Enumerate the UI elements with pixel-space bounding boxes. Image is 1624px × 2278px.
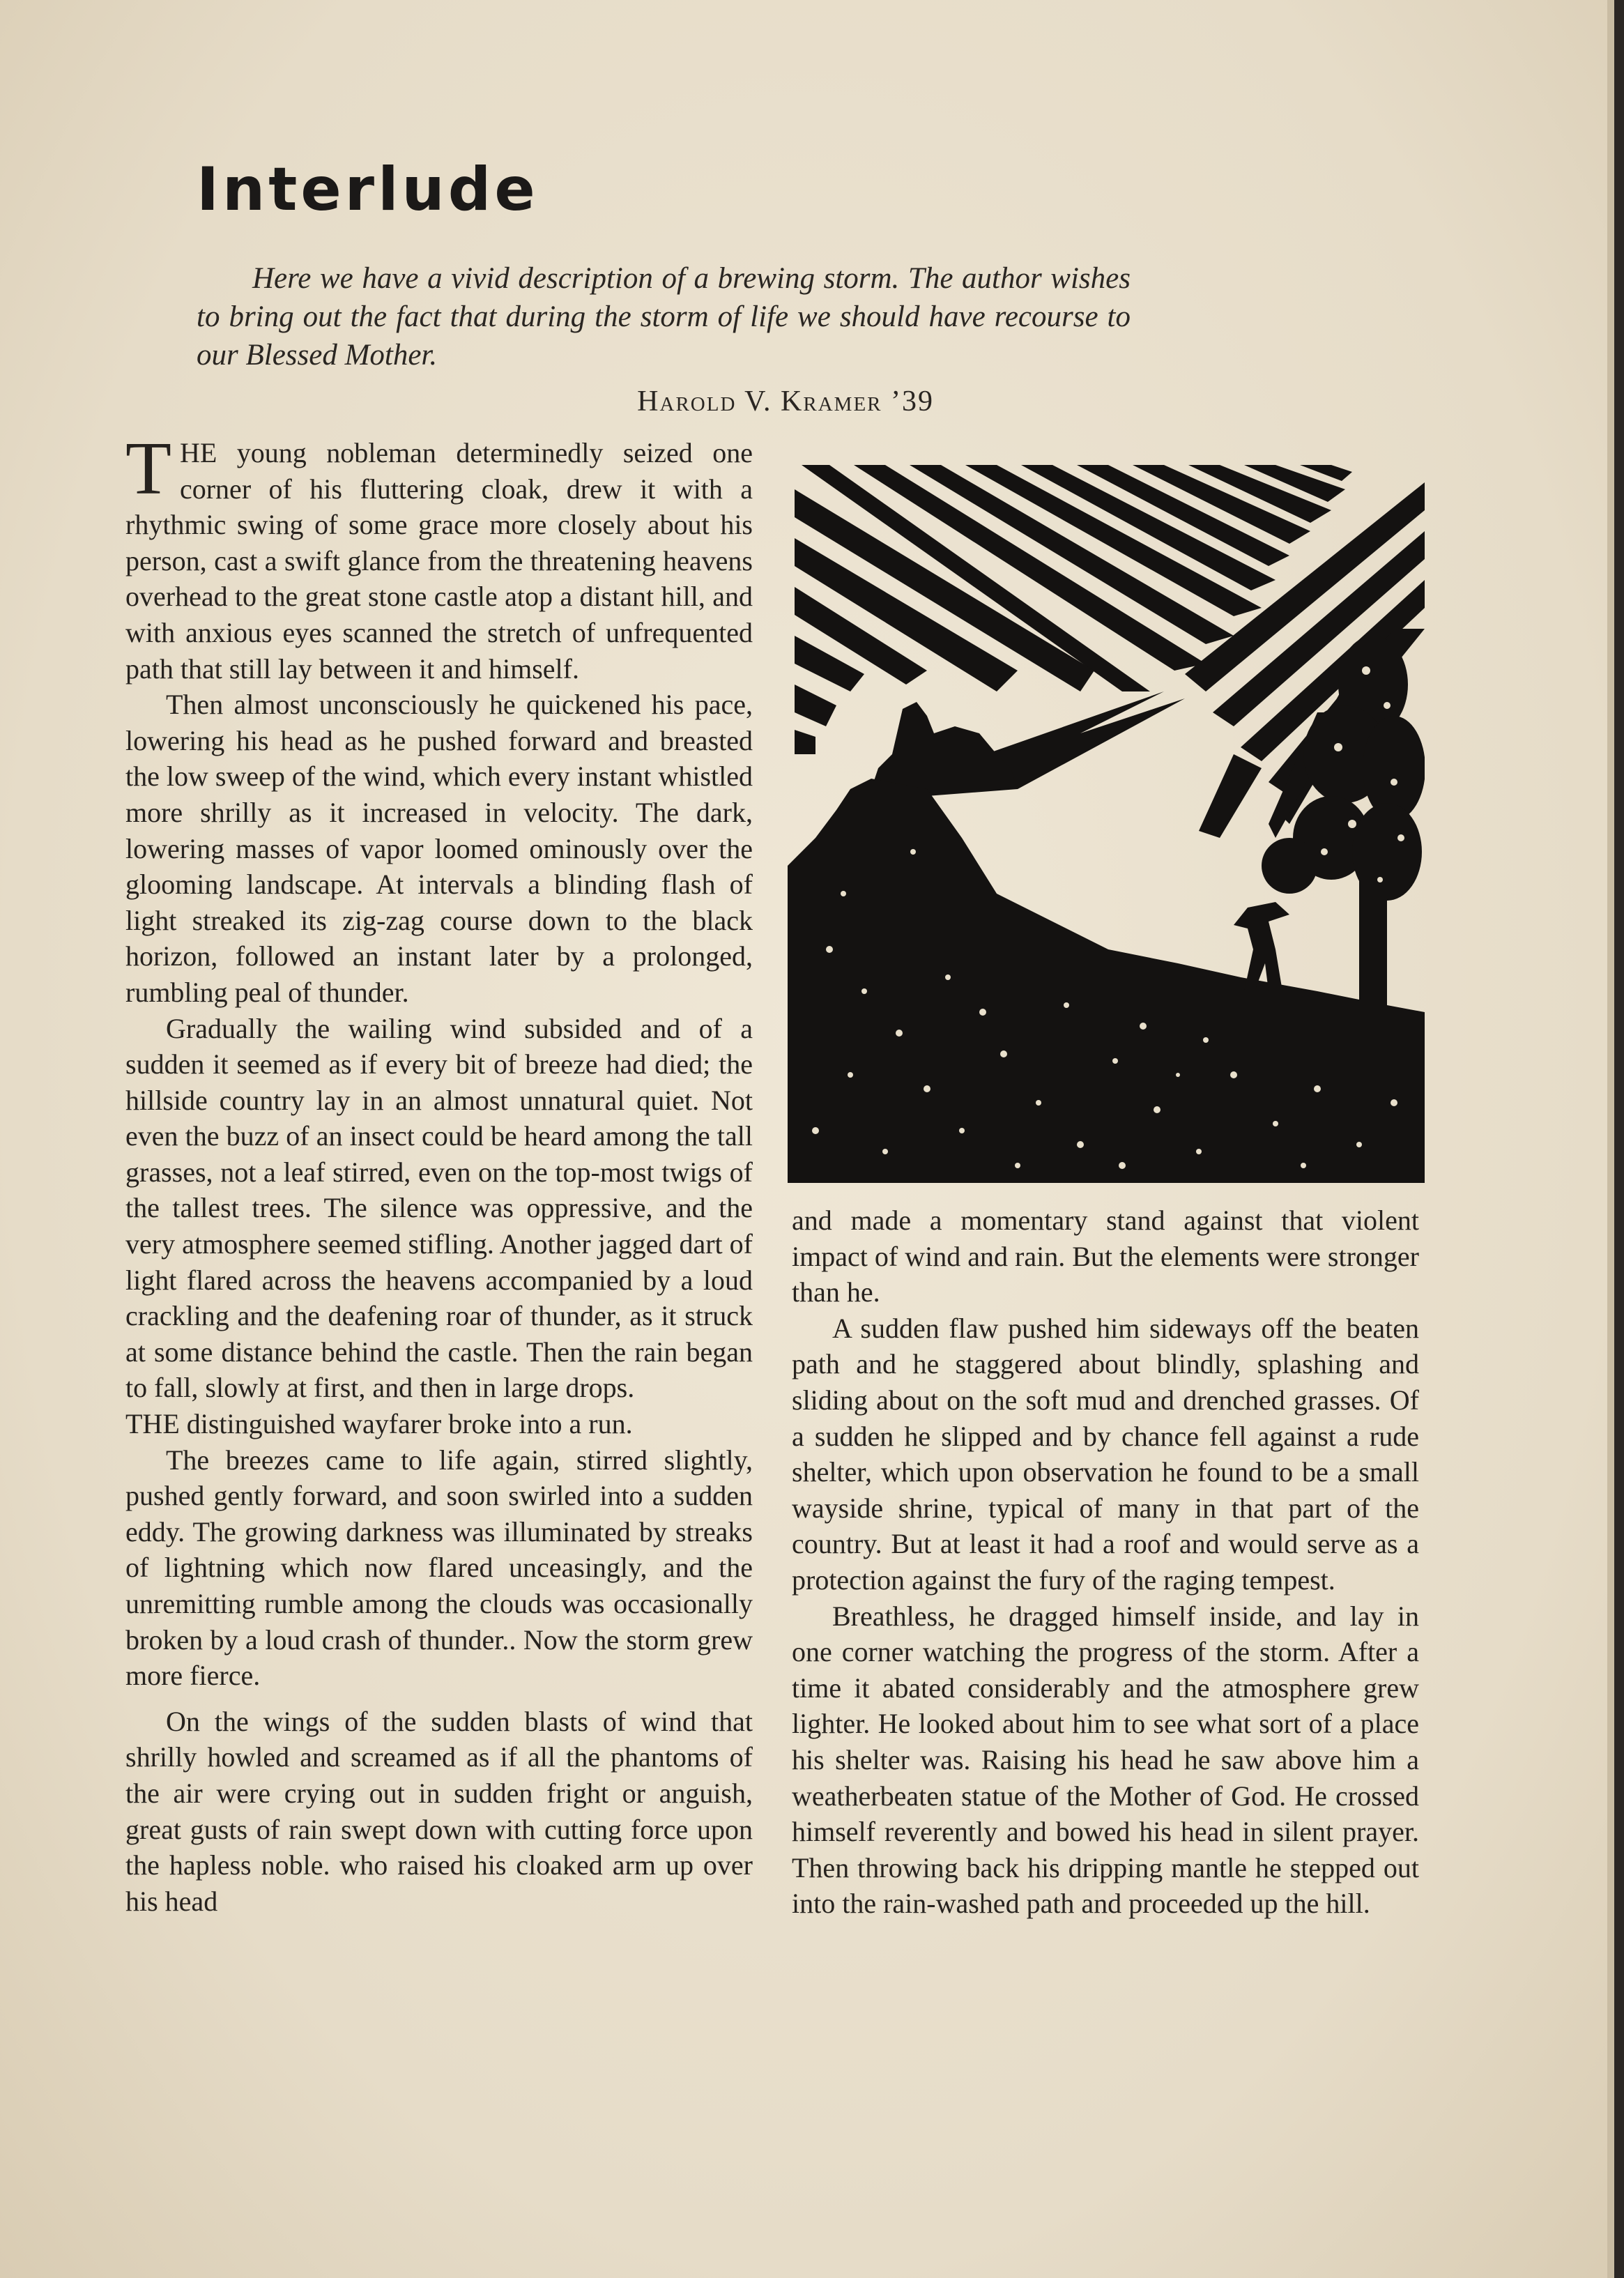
page-binding-shadow xyxy=(1607,0,1614,2278)
drop-cap: T xyxy=(125,427,171,510)
paragraph: THE young nobleman determinedly seized one corner of his fluttering cloak, drew it with a rhythmic swing of some grace more closely about his person, cast a swift glance from the threatening heavens overhead to the great stone castle atop a distant hill, and with anxious eyes scanned the stretch of unfrequented path that still lay between it and himself. xyxy=(125,427,753,685)
storm-woodcut-illustration xyxy=(788,461,1425,1183)
paragraph: On the wings of the sudden blasts of wind that shrilly howled and screamed as if all the phantoms of the air were crying out in sudden fright or anguish, great gusts of rain swept down with cutting force upon the hapless noble. who raised his cloaked arm up over his head xyxy=(125,1705,753,1917)
right-column xyxy=(792,1202,1419,1922)
paragraph: Gradually the wailing wind subsided and of a sudden it seemed as if every bit of breeze had died; the hillside country lay in an almost unnatural quiet. Not even the buzz of an insect could be heard among the tall grasses, not a leaf stirred, even on the top-most twigs of the tallest trees. The silence was oppressive, and the very atmosphere seemed stifling. Another jagged dart of light flared across the heavens accompanied by a loud crackling and the deafening roar of thunder, as it struck at some distance behind the castle. Then the rain began to fall, slowly at first, and then in large drops. xyxy=(125,1012,753,1404)
castle-silhouette xyxy=(871,702,1018,789)
paragraph: THE distinguished wayfarer broke into a run. xyxy=(125,1408,633,1440)
paragraph: The breezes came to life again, stirred slightly, pushed gently forward, and soon swirled into a sudden eddy. The growing darkness was illuminated by streaks of lightning which now flared unceasingly, and the unremitting rumble among the clouds was occasionally broken by a loud crash of thunder.. Now the storm grew more fierce. xyxy=(125,1444,753,1692)
article-intro: Here we have a vivid description of a brewing storm. The author wishes to bring out the fact that during the storm of life we should have recourse to our Blessed Mother. xyxy=(197,262,1131,372)
article-byline: Harold V. Kramer ’39 xyxy=(637,385,934,418)
article-title: Interlude xyxy=(197,155,539,224)
left-column xyxy=(125,427,753,1919)
paragraph: A sudden flaw pushed him sideways off the beaten path and he staggered about blindly, splashing and sliding about on the soft mud and drenched grasses. Of a sudden he slipped and by chance fell against a rude shelter, which upon observation he found to be a small wayside shrine, typical of many in that part of the country. But at least it had a roof and would serve as a protection against the fury of the raging tempest. xyxy=(792,1312,1419,1596)
paragraph: Breathless, he dragged himself inside, and lay in one corner watching the progress of the storm. After a time it abated considerably and the atmosphere grew lighter. He looked about him to see what sort of a place his shelter was. Raising his head he saw above him a weatherbeaten statue of the Mother of God. He crossed himself reverently and bowed his head in silent prayer. Then throwing back his dripping mantle he stepped out into the rain-washed path and proceeded up the hill. xyxy=(792,1600,1419,1920)
page-edge xyxy=(1614,0,1624,2278)
paragraph: and made a momentary stand against that violent impact of wind and rain. But the elements were stronger than he. xyxy=(792,1205,1419,1308)
paragraph: Then almost unconsciously he quickened his pace, lowering his head as he pushed forward and breasted the low sweep of the wind, which every instant whistled more shrilly as it increased in velocity. The dark, lowering masses of vapor loomed ominously over the glooming landscape. At intervals a blinding flash of light streaked its zig-zag course down to the black horizon, followed an instant later by a prolonged, rumbling peal of thunder. xyxy=(125,689,753,1008)
